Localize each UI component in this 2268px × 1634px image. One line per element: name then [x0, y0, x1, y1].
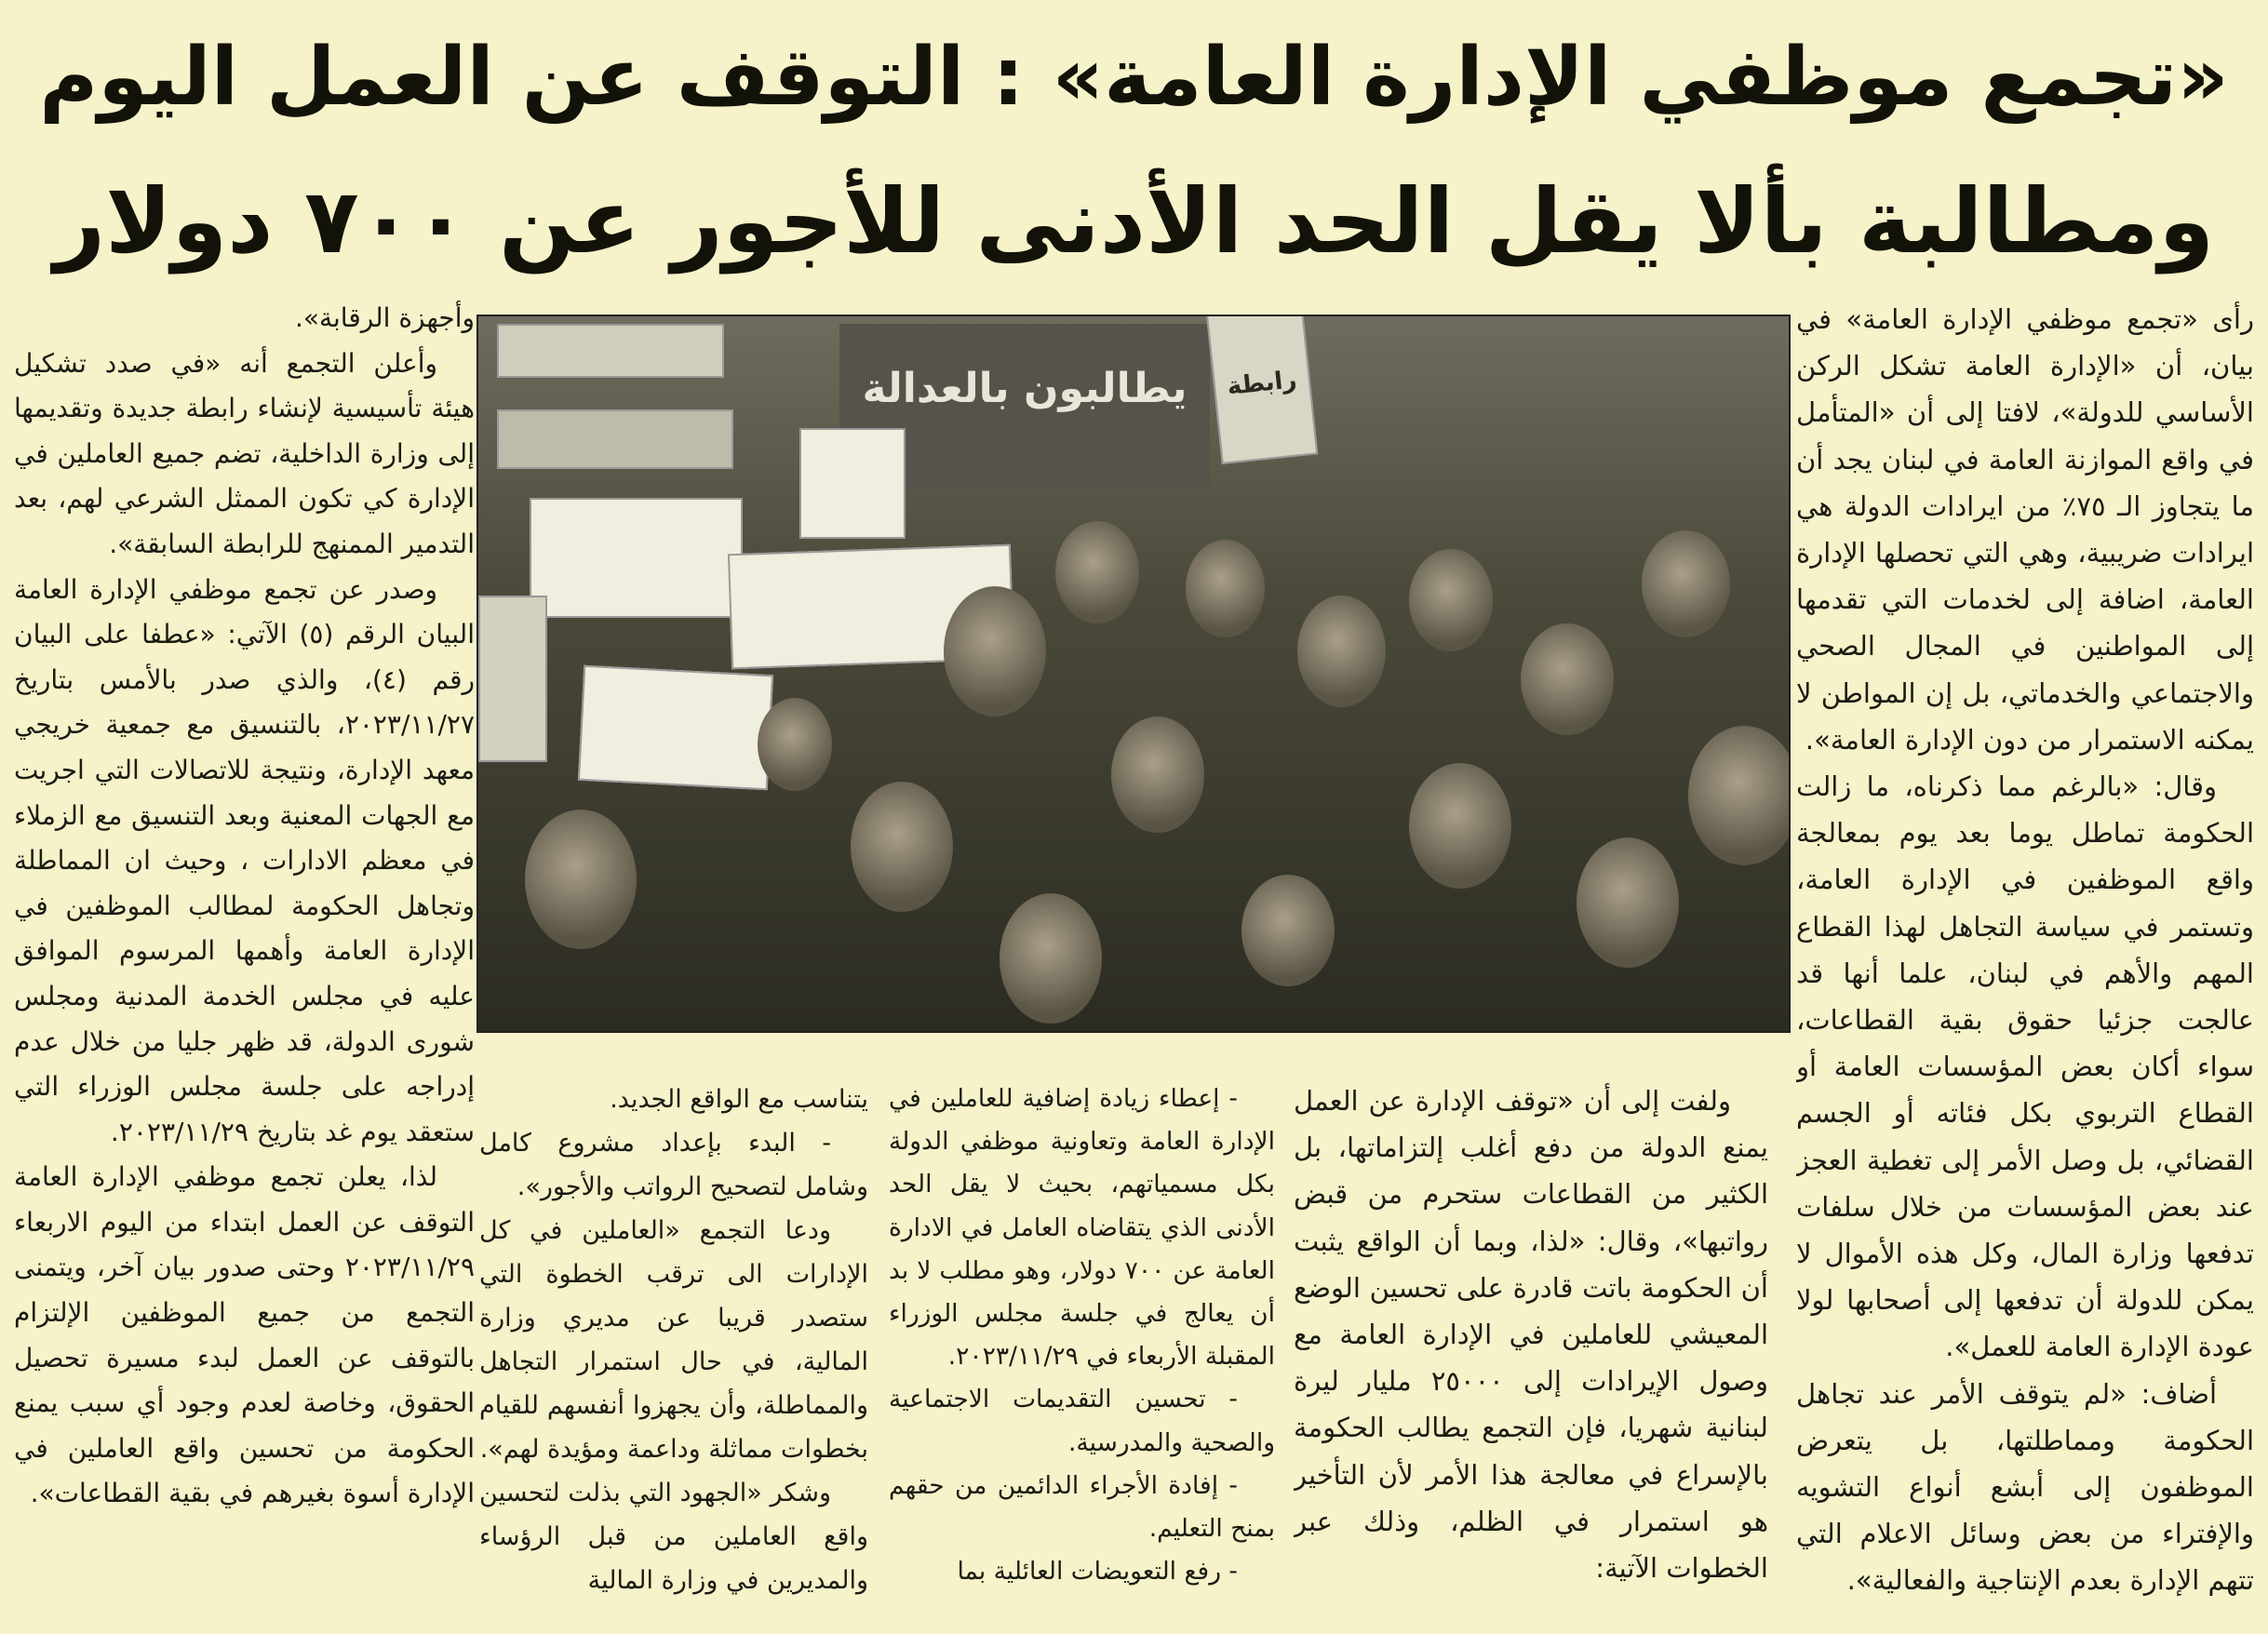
protest-sign [1206, 315, 1319, 464]
paragraph: أضاف: «لم يتوقف الأمر عند تجاهل الحكومة ومماطلتها، بل يتعرض الموظفون إلى أبشع أنواع التشويه والإفتراء من بعض وسائل الاعلام التي تتهم الإدارة بعدم الإنتاجية والفعالية». [1796, 1377, 2254, 1597]
protester [1055, 521, 1139, 623]
protester [1688, 726, 1791, 865]
article-column-middle-right [1294, 1078, 1768, 1627]
paragraph: وصدر عن تجمع موظفي الإدارة العامة البيان الرقم (٥) الآتي: «عطفا على البيان رقم (٤)، والذي صدر بالأمس بتاريخ ٢٠٢٣/١١/٢٧، بالتنسيق مع جمعية خريجي معهد الإدارة، ونتيجة للاتصالات التي اجريت مع الجهات المعنية وبعد التنسيق مع الزملاء في معظم الادارات ، وحيث ان المماطلة وتجاهل الحكومة لمطالب الموظفين في الإدارة العامة وأهمها المرسوم الموافق عليه في مجلس الخدمة المدنية ومجلس شورى الدولة، قد ظهر جليا من خلال عدم إدراجه على جلسة مجلس الوزراء التي ستعقد يوم غد بتاريخ ٢٠٢٣/١١/٢٩. [14, 573, 475, 1147]
article-column-middle-left [479, 1078, 868, 1627]
protester [851, 782, 953, 912]
list-item: - البدء بإعداد مشروع كامل وشامل لتصحيح الرواتب والأجور». [479, 1129, 868, 1201]
protester [1186, 540, 1265, 637]
protest-photo [476, 315, 1791, 1033]
list-item: - تحسين التقديمات الاجتماعية والصحية والمدرسية. [889, 1385, 1275, 1457]
protest-sign [530, 498, 743, 618]
paragraph: رأى «تجمع موظفي الإدارة العامة» في بيان، أن «الإدارة العامة تشكل الركن الأساسي للدولة»، لافتا إلى أن «المتأمل في واقع الموازنة العامة في لبنان يجد أن ما يتجاوز الـ ٧٥٪ من ايرادات الدولة هي ايرادات ضريبية، وهي التي تحصلها الإدارة العامة، اضافة إلى لخدمات التي تقدمها إلى المواطنين في المجال الصحي والاجتماعي والخدماتي، بل إن المواطن لا يمكنه الاستمرار من دون الإدارة العامة». [1796, 303, 2254, 756]
protest-sign [478, 596, 547, 762]
protester [1241, 875, 1335, 986]
paragraph: يتناسب مع الواقع الجديد. [610, 1085, 868, 1114]
paragraph: وقال: «بالرغم مما ذكرناه، ما زالت الحكومة تماطل يوما بعد يوم بمعالجة واقع الموظفين في الإدارة العامة، وتستمر في سياسة التجاهل لهذا القطاع المهم والأهم في لبنان، علما أنها قد عالجت جزئيا حقوق بقية القطاعات، سواء أكان بعض المؤسسات العامة أو القطاع التربوي بكل فئاته أو الجسم القضائي، بل وصل الأمر إلى تغطية العجز عند بعض المؤسسات من خلال سلفات تدفعها وزارة المال، وكل هذه الأموال لا يمكن للدولة أن تدفعها إلى أصحابها لولا عودة الإدارة العامة للعمل». [1796, 770, 2254, 1363]
list-item: - رفع التعويضات العائلية بما [957, 1557, 1238, 1587]
banner-text: يطالبون بالعدالة [862, 365, 1188, 412]
list-item: - إفادة الأجراء الدائمين من حقهم بمنح التعليم. [889, 1470, 1275, 1544]
protest-sign [497, 324, 724, 378]
paragraph: ودعا التجمع «العاملين في كل الإدارات الى ترقب الخطوة التي ستصدر قريبا عن مديري وزارة المالية، في حال استمرار التجاهل والمماطلة، وأن يجهزوا أنفسهم للقيام بخطوات مماثلة وداعمة ومؤيدة لهم». [479, 1216, 868, 1464]
protester [1409, 763, 1511, 889]
article-column-middle [889, 1078, 1275, 1627]
protest-sign [497, 409, 733, 469]
headline-line-2: ومطالبة بألا يقل الحد الأدنى للأجور عن ٧٠٠ دولار [53, 169, 2215, 274]
protest-sign [799, 428, 906, 539]
protester [944, 586, 1046, 717]
article-column-left [14, 296, 475, 1627]
paragraph: لذا، يعلن تجمع موظفي الإدارة العامة التوقف عن العمل ابتداء من اليوم الاربعاء ٢٠٢٣/١١/٢٩ وحتى صدور بيان آخر، ويتمنى التجمع من جميع الموظفين الإلتزام بالتوقف عن العمل لبدء مسيرة تحصيل الحقوق، وخاصة لعدم وجود أي سبب يمنع الحكومة من تحسين واقع العاملين في الإدارة أسوة بغيرهم في بقية القطاعات». [14, 1161, 475, 1509]
protester [758, 698, 832, 791]
paragraph: وأعلن التجمع أنه «في صدد تشكيل هيئة تأسيسية لإنشاء رابطة جديدة وتقديمها إلى وزارة الداخلية، تضم جميع العاملين في الإدارة كي تكون الممثل الشرعي لهم، بعد التدمير الممنهج للرابطة السابقة». [14, 347, 475, 559]
protester [1000, 893, 1102, 1024]
headline-line-1: «تجمع موظفي الإدارة العامة» : التوقف عن العمل اليوم [39, 31, 2229, 124]
protester [1521, 623, 1614, 735]
list-item: - إعطاء زيادة إضافية للعاملين في الإدارة العامة وتعاونية موظفي الدولة بكل مسمياتهم، بحيث لا يقل الحد الأدنى الذي يتقاضاه العامل في الادارة العامة عن ٧٠٠ دولار، وهو مطلب لا بد أن يعالج في جلسة مجلس الوزراء المقبلة الأربعاء في ٢٠٢٣/١١/٢٩. [889, 1084, 1275, 1372]
protester [1409, 549, 1493, 651]
protester [1111, 717, 1204, 833]
sign-text: رابطة [1226, 366, 1298, 401]
protest-sign [578, 665, 773, 791]
protester [525, 810, 637, 949]
paragraph: وأجهزة الرقابة». [294, 302, 475, 333]
protester [1577, 837, 1679, 968]
paragraph: وشكر «الجهود التي بذلت لتحسين واقع العاملين من قبل الرؤساء والمديرين في وزارة المالية [479, 1479, 868, 1595]
protester [1642, 530, 1730, 637]
article-column-right [1796, 296, 2254, 1627]
paragraph: ولفت إلى أن «توقف الإدارة عن العمل يمنع الدولة من دفع أغلب إلتزاماتها، بل الكثير من القطاعات ستحرم من قبض رواتبها»، وقال: «لذا، وبما أن الواقع يثبت أن الحكومة باتت قادرة على تحسين الوضع المعيشي للعاملين في الإدارة العامة مع وصول الإيرادات إلى ٢٥٠٠٠ مليار ليرة لبنانية شهريا، فإن التجمع يطالب الحكومة بالإسراع في معالجة هذا الأمر لأن التأخير هو استمرار في الظلم، وذلك عبر الخطوات الآتية: [1294, 1085, 1768, 1585]
protester [1297, 596, 1386, 707]
